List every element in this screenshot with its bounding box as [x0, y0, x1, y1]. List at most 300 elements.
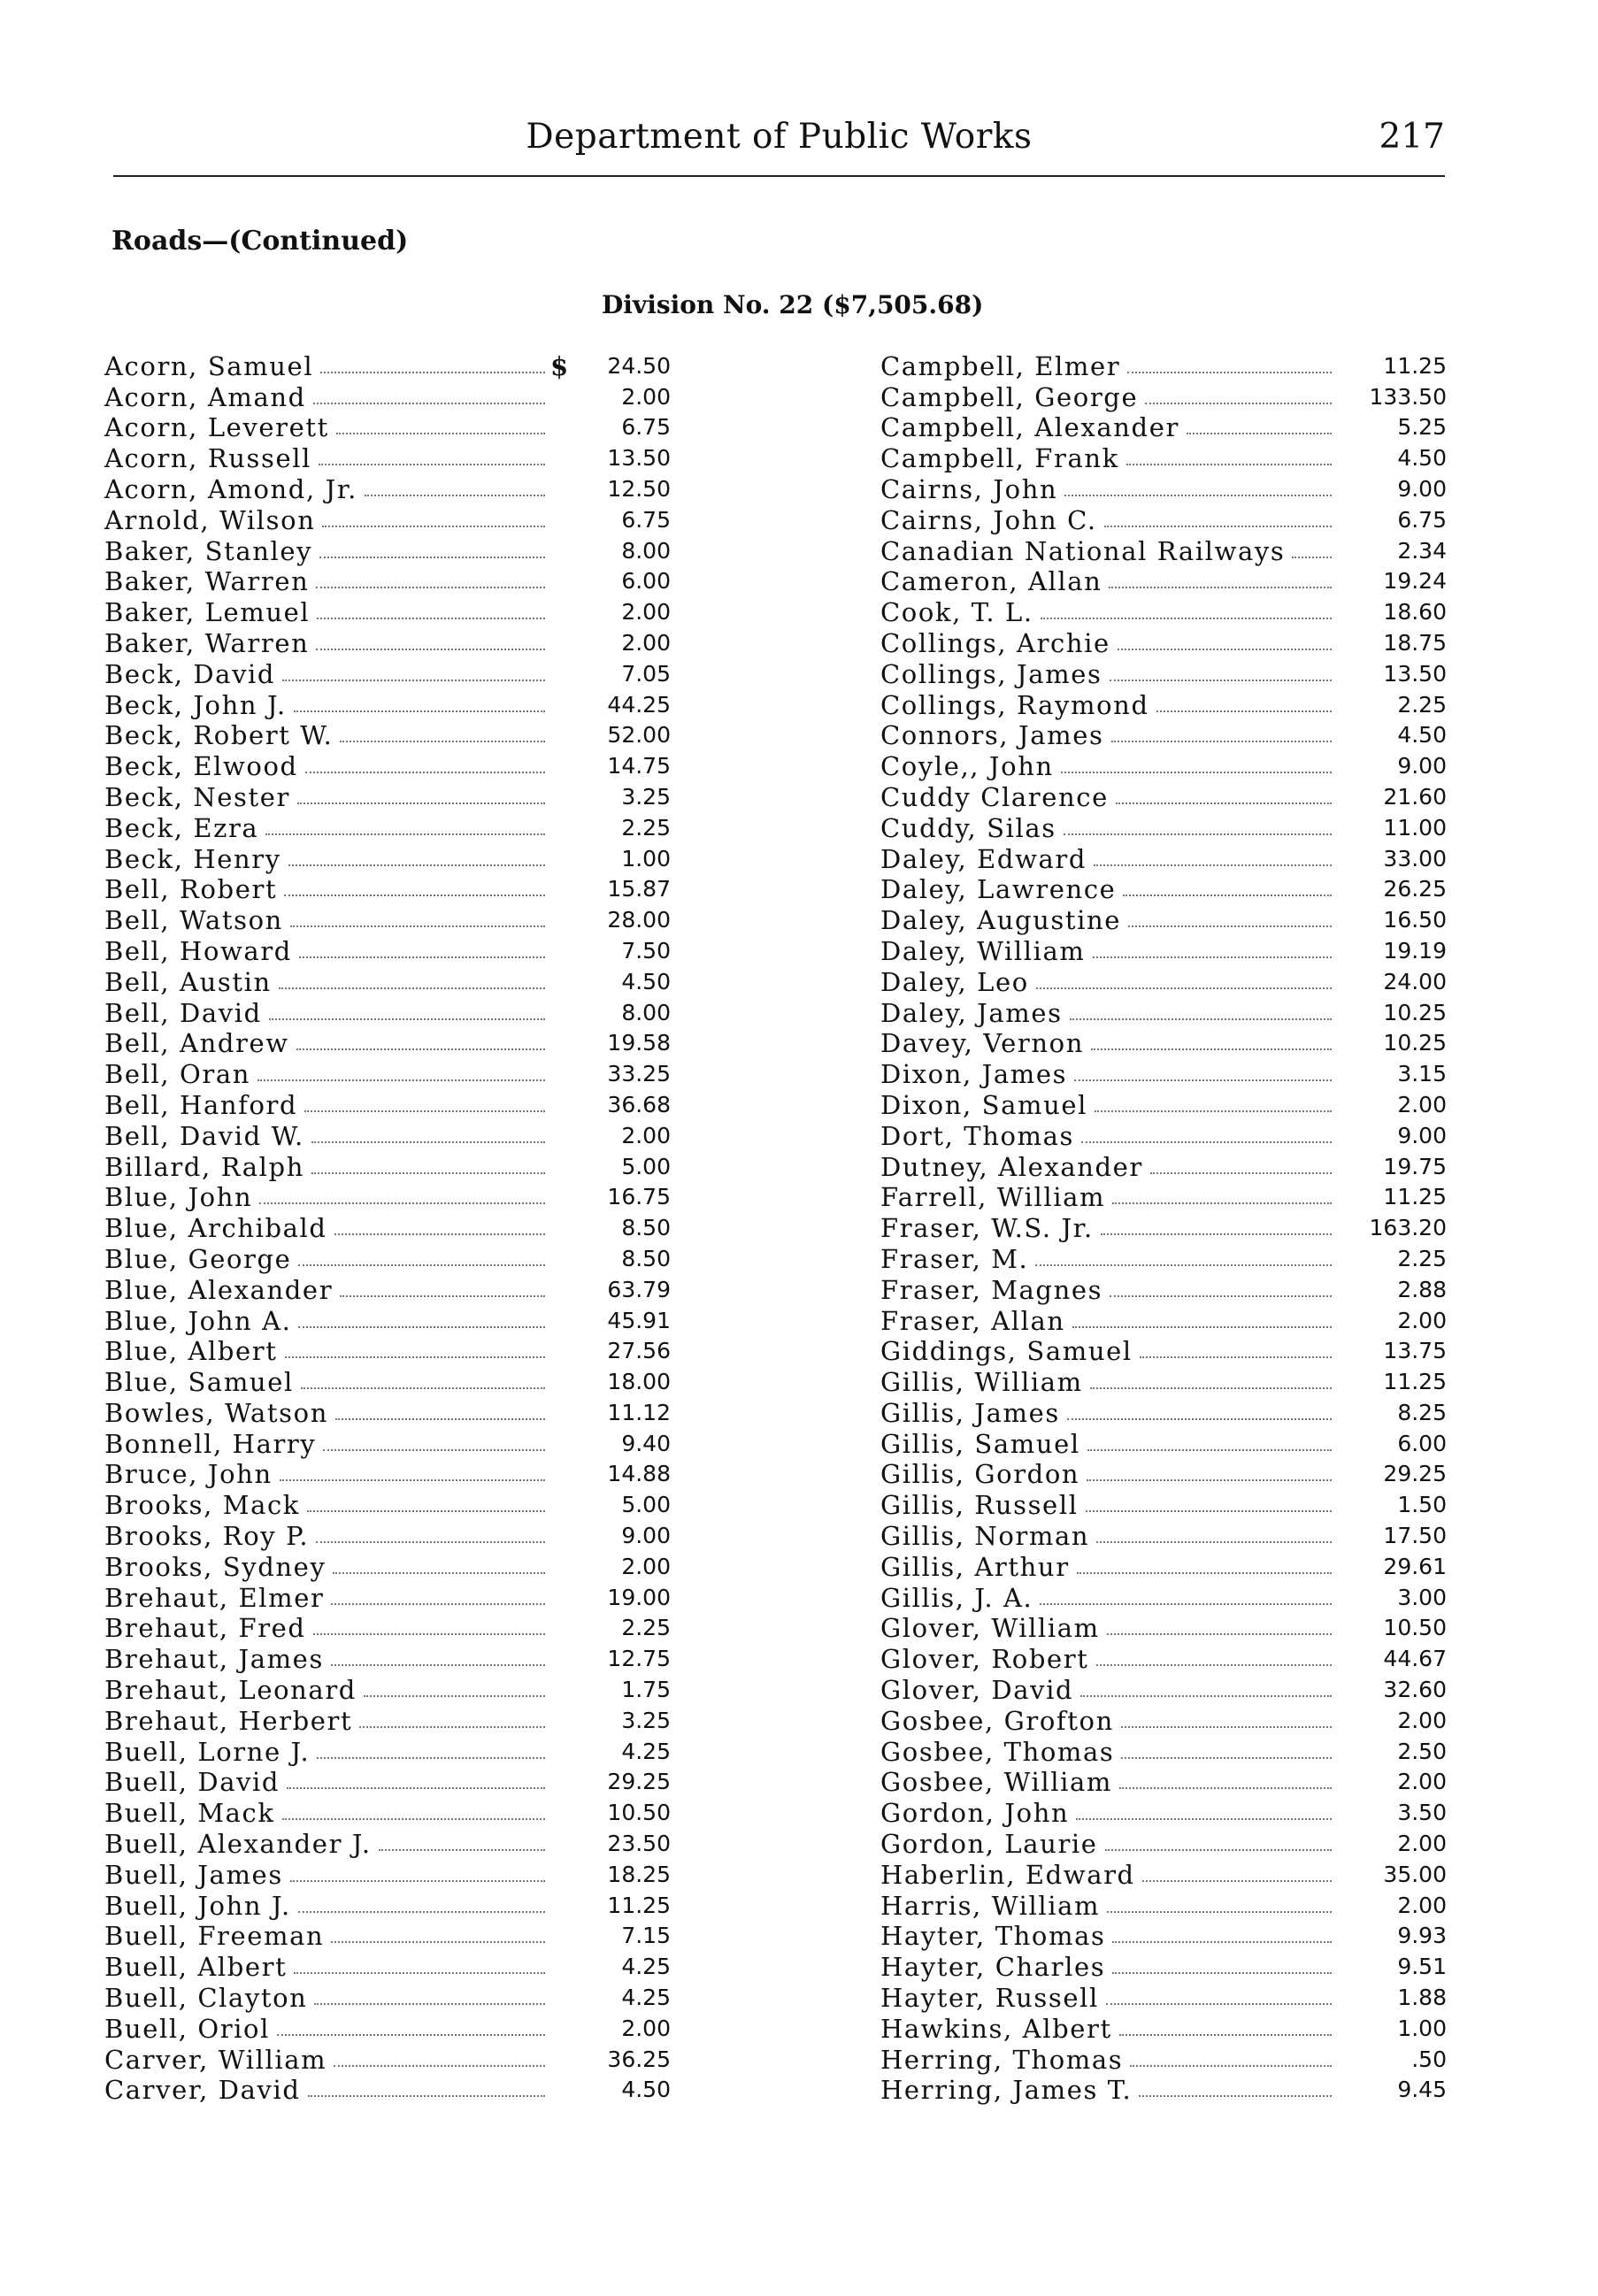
payment-amount: 8.25	[1397, 1399, 1447, 1425]
payment-amount: 3.25	[621, 1707, 671, 1733]
payee-name: Blue, George	[104, 1243, 292, 1274]
payee-name: Daley, Lawrence	[880, 874, 1117, 905]
payee-name: Beck, Ezra	[104, 812, 259, 843]
dot-leader	[304, 1110, 545, 1112]
payee-name: Gordon, Laurie	[880, 1829, 1098, 1860]
list-item	[880, 1366, 1447, 1397]
payment-amount: 6.75	[621, 506, 671, 533]
list-item	[880, 1859, 1447, 1890]
payee-name: Connors, James	[880, 720, 1104, 751]
payee-name: Fraser, Allan	[880, 1305, 1065, 1336]
list-item	[880, 566, 1447, 597]
payment-amount: 16.75	[607, 1184, 671, 1210]
dot-leader	[301, 1387, 545, 1389]
payee-name: Gillis, Gordon	[880, 1459, 1080, 1490]
dot-leader	[331, 1664, 545, 1666]
payee-name: Baker, Stanley	[104, 535, 313, 566]
payment-amount: 2.00	[1397, 1892, 1447, 1918]
payee-name: Buell, Lorne J.	[104, 1736, 311, 1767]
payment-amount: 7.50	[621, 937, 671, 964]
payment-amount: 9.00	[1397, 1122, 1447, 1148]
list-item	[880, 1551, 1447, 1582]
dot-leader	[1121, 1757, 1332, 1759]
payment-amount: 11.25	[1383, 1184, 1447, 1210]
list-item	[104, 1305, 671, 1336]
payment-amount: 133.50	[1369, 383, 1447, 410]
list-item	[880, 966, 1447, 997]
payment-amount: 2.00	[621, 629, 671, 656]
dot-leader	[1041, 618, 1332, 619]
dot-leader	[316, 587, 545, 588]
dot-leader	[365, 495, 545, 496]
list-item	[104, 1366, 671, 1397]
payee-name: Blue, Albert	[104, 1336, 278, 1367]
dot-leader	[1119, 2034, 1332, 2036]
payee-name: Davey, Vernon	[880, 1028, 1084, 1059]
payee-name: Hayter, Thomas	[880, 1921, 1106, 1952]
list-item	[880, 442, 1447, 473]
list-item	[880, 843, 1447, 874]
payee-name: Gillis, James	[880, 1397, 1060, 1428]
payee-name: Buell, Clayton	[104, 1983, 308, 2014]
page-title: Department of Public Works	[526, 117, 1033, 157]
payee-name: Brooks, Roy P.	[104, 1521, 310, 1552]
payment-amount: 17.50	[1383, 1523, 1447, 1549]
payment-amount: 2.00	[621, 2015, 671, 2041]
list-item	[880, 1336, 1447, 1367]
list-item	[880, 1428, 1447, 1459]
payment-amount: 12.50	[607, 475, 671, 502]
list-item	[104, 1520, 671, 1551]
payment-amount: 28.00	[607, 907, 671, 933]
list-item	[880, 781, 1447, 812]
payee-name: Gillis, William	[880, 1367, 1083, 1398]
payee-name: Cairns, John	[880, 473, 1058, 504]
payment-amount: 163.20	[1369, 1215, 1447, 1241]
payment-amount: 5.25	[1397, 414, 1447, 441]
dot-leader	[297, 802, 545, 804]
dot-leader	[323, 1449, 545, 1451]
payment-amount: 3.25	[621, 783, 671, 810]
list-item	[104, 935, 671, 966]
list-item	[880, 1828, 1447, 1859]
payment-amount: 63.79	[607, 1276, 671, 1302]
dot-leader	[1187, 433, 1332, 434]
list-item	[880, 1028, 1447, 1059]
list-item	[880, 2013, 1447, 2044]
list-item	[104, 812, 671, 843]
dot-leader	[1094, 864, 1332, 866]
header-rule	[113, 175, 1445, 177]
dot-leader	[379, 1849, 545, 1851]
list-item	[880, 1705, 1447, 1736]
dot-leader	[1091, 1048, 1332, 1050]
list-item	[880, 1151, 1447, 1182]
payee-name: Brehaut, James	[104, 1644, 324, 1675]
dot-leader	[1067, 1418, 1332, 1420]
payment-amount: 19.24	[1383, 568, 1447, 595]
dot-leader	[1110, 680, 1333, 681]
payment-amount: 23.50	[607, 1831, 671, 1857]
list-item	[880, 689, 1447, 720]
list-item	[104, 1120, 671, 1151]
dot-leader	[1077, 1572, 1332, 1574]
dot-leader	[1107, 1911, 1332, 1913]
list-item	[880, 1797, 1447, 1828]
dot-leader	[1130, 2065, 1332, 2067]
dot-leader	[279, 987, 545, 989]
payment-amount: 15.87	[607, 876, 671, 902]
list-item	[104, 596, 671, 627]
list-item	[104, 1859, 671, 1890]
payee-name: Fraser, W.S. Jr.	[880, 1213, 1094, 1244]
payee-name: Baker, Warren	[104, 566, 310, 597]
payment-amount: 8.00	[621, 537, 671, 564]
payment-amount: 24.00	[1383, 968, 1447, 994]
list-item	[104, 2013, 671, 2044]
dot-leader	[1112, 1941, 1332, 1943]
dot-leader	[319, 557, 545, 558]
dot-leader	[1140, 1356, 1332, 1358]
list-item	[880, 381, 1447, 412]
list-item	[880, 874, 1447, 905]
payee-name: Brehaut, Elmer	[104, 1582, 325, 1613]
dot-leader	[1104, 526, 1332, 527]
payee-name: Gosbee, Thomas	[880, 1736, 1115, 1767]
payee-name: Fraser, M.	[880, 1243, 1029, 1274]
payment-amount: 26.25	[1383, 876, 1447, 902]
payee-name: Herring, Thomas	[880, 2044, 1124, 2075]
list-item	[104, 1674, 671, 1705]
list-item	[104, 504, 671, 535]
list-item	[104, 1890, 671, 1921]
dot-leader	[1156, 710, 1332, 712]
list-item	[104, 566, 671, 597]
payee-name: Cook, T. L.	[880, 597, 1033, 628]
payment-amount: 5.00	[621, 1153, 671, 1179]
dot-leader	[320, 372, 545, 373]
dollar-sign: $	[550, 350, 569, 381]
dot-leader	[340, 741, 545, 742]
payee-name: Blue, John	[104, 1182, 253, 1213]
dot-leader	[1096, 1541, 1332, 1543]
dot-leader	[317, 618, 545, 619]
payee-name: Daley, William	[880, 935, 1086, 966]
payment-amount: 2.25	[1397, 1245, 1447, 1271]
list-item	[880, 627, 1447, 658]
payee-name: Brehaut, Leonard	[104, 1675, 357, 1706]
payee-name: Blue, Alexander	[104, 1274, 334, 1305]
dot-leader	[331, 1603, 545, 1605]
dot-leader	[1070, 1018, 1332, 1020]
payee-name: Carver, William	[104, 2044, 327, 2075]
dot-leader	[1107, 1633, 1332, 1635]
dot-leader	[322, 526, 545, 527]
payee-name: Cameron, Allan	[880, 566, 1102, 597]
payment-amount: 4.25	[621, 1985, 671, 2011]
payment-amount: 7.05	[621, 660, 671, 687]
payee-name: Collings, Raymond	[880, 689, 1149, 720]
dot-leader	[265, 833, 545, 835]
payment-amount: 9.00	[621, 1523, 671, 1549]
payee-name: Blue, Archibald	[104, 1213, 327, 1244]
list-item	[104, 1397, 671, 1428]
payment-amount: 18.75	[1383, 629, 1447, 656]
list-item	[104, 1336, 671, 1367]
payment-amount: .50	[1411, 2046, 1447, 2072]
payee-name: Coyle,, John	[880, 751, 1054, 782]
list-item	[880, 812, 1447, 843]
dot-leader	[334, 1233, 545, 1235]
dot-leader	[1106, 2003, 1332, 2005]
dot-leader	[1093, 956, 1332, 958]
payment-amount: 2.34	[1397, 537, 1447, 564]
payee-name: Brehaut, Fred	[104, 1613, 306, 1644]
list-item	[104, 1797, 671, 1828]
list-item	[104, 904, 671, 935]
payee-name: Campbell, George	[880, 381, 1139, 412]
payment-amount: 1.50	[1397, 1492, 1447, 1518]
payment-amount: 19.00	[607, 1584, 671, 1610]
list-item	[104, 1921, 671, 1952]
dot-leader	[1090, 1387, 1332, 1389]
payee-name: Beck, John J.	[104, 689, 287, 720]
payment-amount: 7.15	[621, 1923, 671, 1949]
payment-amount: 52.00	[607, 722, 671, 749]
payee-name: Brooks, Sydney	[104, 1551, 327, 1582]
dot-leader	[1061, 772, 1332, 773]
payment-amount: 4.50	[1397, 722, 1447, 749]
payee-name: Bell, Watson	[104, 905, 283, 936]
division-heading: Division No. 22 ($7,505.68)	[602, 290, 984, 319]
payee-name: Daley, Edward	[880, 843, 1087, 874]
list-item	[104, 1582, 671, 1613]
list-item	[104, 1982, 671, 2013]
payee-name: Bonnell, Harry	[104, 1428, 317, 1459]
list-item	[104, 1428, 671, 1459]
list-item	[880, 720, 1447, 751]
payment-amount: 9.00	[1397, 475, 1447, 502]
payee-name: Glover, Robert	[880, 1644, 1089, 1675]
list-item	[880, 1643, 1447, 1674]
payee-name: Collings, Archie	[880, 627, 1110, 658]
dot-leader	[277, 2034, 545, 2036]
list-item	[880, 596, 1447, 627]
dot-leader	[298, 1264, 545, 1266]
dot-leader	[334, 2065, 545, 2067]
list-item	[880, 1305, 1447, 1336]
payment-amount: 4.50	[1397, 445, 1447, 472]
dot-leader	[296, 1048, 545, 1050]
dot-leader	[1096, 1664, 1333, 1666]
right-column	[880, 350, 1447, 2105]
list-item	[880, 1674, 1447, 1705]
payment-amount: 27.56	[607, 1338, 671, 1364]
payee-name: Bell, David W.	[104, 1120, 304, 1151]
dot-leader	[1119, 1787, 1332, 1789]
payee-name: Daley, Leo	[880, 966, 1029, 997]
payee-name: Bell, Austin	[104, 966, 272, 997]
dot-leader	[319, 464, 545, 465]
list-item	[104, 750, 671, 781]
payee-name: Giddings, Samuel	[880, 1336, 1133, 1367]
payment-amount: 12.75	[607, 1646, 671, 1672]
payee-name: Harris, William	[880, 1890, 1101, 1921]
payee-name: Buell, John J.	[104, 1890, 291, 1921]
payment-amount: 4.50	[621, 2077, 671, 2103]
dot-leader	[269, 1018, 545, 1020]
dot-leader	[299, 956, 545, 958]
payee-name: Bruce, John	[104, 1459, 273, 1490]
payee-name: Glover, William	[880, 1613, 1100, 1644]
payment-amount: 18.25	[607, 1861, 671, 1887]
payee-name: Beck, Robert W.	[104, 720, 334, 751]
payee-name: Beck, David	[104, 658, 276, 689]
dot-leader	[1040, 1603, 1332, 1605]
payment-amount: 11.25	[1383, 352, 1447, 379]
dot-leader	[1087, 1449, 1332, 1451]
payment-amount: 14.88	[607, 1461, 671, 1487]
dot-leader	[1036, 987, 1332, 989]
list-item	[104, 1613, 671, 1644]
dot-leader	[1105, 1849, 1332, 1851]
payment-amount: 3.15	[1397, 1061, 1447, 1087]
list-item	[104, 1951, 671, 1982]
payment-amount: 2.00	[621, 1122, 671, 1148]
payee-name: Bell, Howard	[104, 935, 292, 966]
payment-amount: 44.25	[607, 691, 671, 718]
payment-amount: 36.25	[607, 2046, 671, 2072]
dot-leader	[1121, 1726, 1332, 1728]
payment-amount: 2.25	[621, 814, 671, 841]
dot-leader	[1064, 833, 1332, 835]
payment-amount: 10.25	[1383, 999, 1447, 1025]
dot-leader	[1127, 372, 1332, 373]
payment-amount: 2.88	[1397, 1276, 1447, 1302]
dot-leader	[290, 925, 545, 927]
list-item	[880, 1274, 1447, 1305]
payment-amount: 29.25	[1383, 1461, 1447, 1487]
payee-name: Beck, Elwood	[104, 751, 298, 782]
payment-amount: 8.50	[621, 1245, 671, 1271]
dot-leader	[333, 1572, 545, 1574]
payee-name: Hayter, Charles	[880, 1952, 1106, 1983]
dot-leader	[1109, 587, 1332, 588]
dot-leader	[1035, 1264, 1332, 1266]
payee-name: Haberlin, Edward	[880, 1859, 1135, 1890]
payment-amount: 2.25	[1397, 691, 1447, 718]
payee-name: Gillis, Samuel	[880, 1428, 1080, 1459]
payment-amount: 19.19	[1383, 937, 1447, 964]
list-item	[104, 1767, 671, 1798]
payment-amount: 5.00	[621, 1492, 671, 1518]
dot-leader	[359, 1726, 545, 1728]
payment-amount: 6.00	[621, 568, 671, 595]
payment-amount: 10.25	[1383, 1030, 1447, 1056]
list-item	[104, 2044, 671, 2075]
payment-amount: 2.50	[1397, 1738, 1447, 1764]
payment-amount: 29.25	[607, 1769, 671, 1795]
payee-name: Buell, Mack	[104, 1798, 275, 1829]
payment-amount: 1.00	[621, 845, 671, 872]
dot-leader	[316, 1541, 545, 1543]
payee-name: Bell, Hanford	[104, 1089, 298, 1120]
payment-amount: 2.00	[1397, 1307, 1447, 1333]
payee-name: Blue, Samuel	[104, 1367, 294, 1398]
payee-name: Brooks, Mack	[104, 1490, 300, 1521]
payment-amount: 10.50	[607, 1800, 671, 1826]
list-item	[104, 535, 671, 566]
dot-leader	[1110, 1295, 1332, 1297]
payment-amount: 4.25	[621, 1954, 671, 1980]
payee-name: Campbell, Alexander	[880, 412, 1179, 443]
dot-leader	[282, 680, 545, 681]
payment-amount: 33.25	[607, 1061, 671, 1087]
list-item	[104, 1243, 671, 1274]
payee-name: Gordon, John	[880, 1798, 1070, 1829]
dot-leader	[308, 2095, 545, 2097]
list-item	[880, 1951, 1447, 1982]
dot-leader	[1126, 464, 1332, 465]
dot-leader	[316, 649, 545, 650]
payment-amount: 11.12	[607, 1399, 671, 1425]
page-number: 217	[1379, 117, 1445, 157]
list-item	[880, 350, 1447, 381]
list-item	[880, 1120, 1447, 1151]
payee-name: Dixon, James	[880, 1059, 1068, 1090]
list-item	[880, 935, 1447, 966]
payee-name: Bell, Oran	[104, 1059, 251, 1090]
payee-name: Brehaut, Herbert	[104, 1705, 353, 1736]
payment-amount: 13.75	[1383, 1338, 1447, 1364]
list-item	[880, 1397, 1447, 1428]
dot-leader	[1142, 1880, 1332, 1882]
list-item	[104, 1028, 671, 1059]
list-item	[104, 1274, 671, 1305]
payment-amount: 9.00	[1397, 753, 1447, 779]
dot-leader	[340, 1295, 545, 1297]
payee-name: Daley, James	[880, 997, 1063, 1028]
payee-name: Bell, Robert	[104, 874, 278, 905]
payee-name: Gosbee, William	[880, 1767, 1113, 1798]
dot-leader	[1116, 802, 1332, 804]
dot-leader	[313, 1633, 545, 1635]
list-item	[880, 412, 1447, 443]
list-item	[104, 1705, 671, 1736]
payee-name: Billard, Ralph	[104, 1151, 304, 1182]
payment-amount: 19.58	[607, 1030, 671, 1056]
payment-amount: 33.00	[1383, 845, 1447, 872]
dot-leader	[1145, 403, 1332, 404]
payment-amount: 19.75	[1383, 1153, 1447, 1179]
list-item	[104, 966, 671, 997]
list-item	[880, 1182, 1447, 1213]
dot-leader	[1123, 895, 1332, 896]
payee-name: Beck, Henry	[104, 843, 281, 874]
payment-amount: 2.00	[621, 383, 671, 410]
payment-amount: 9.45	[1397, 2077, 1447, 2103]
payee-name: Acorn, Samuel	[104, 350, 314, 381]
payment-amount: 14.75	[607, 753, 671, 779]
payee-name: Buell, David	[104, 1767, 280, 1798]
dot-leader	[294, 710, 545, 712]
dot-leader	[285, 1356, 545, 1358]
payment-amount: 1.88	[1397, 1985, 1447, 2011]
payment-amount: 2.00	[1397, 1707, 1447, 1733]
payment-amount: 1.75	[621, 1677, 671, 1703]
dot-leader	[1081, 1141, 1332, 1143]
payment-amount: 1.00	[1397, 2015, 1447, 2041]
